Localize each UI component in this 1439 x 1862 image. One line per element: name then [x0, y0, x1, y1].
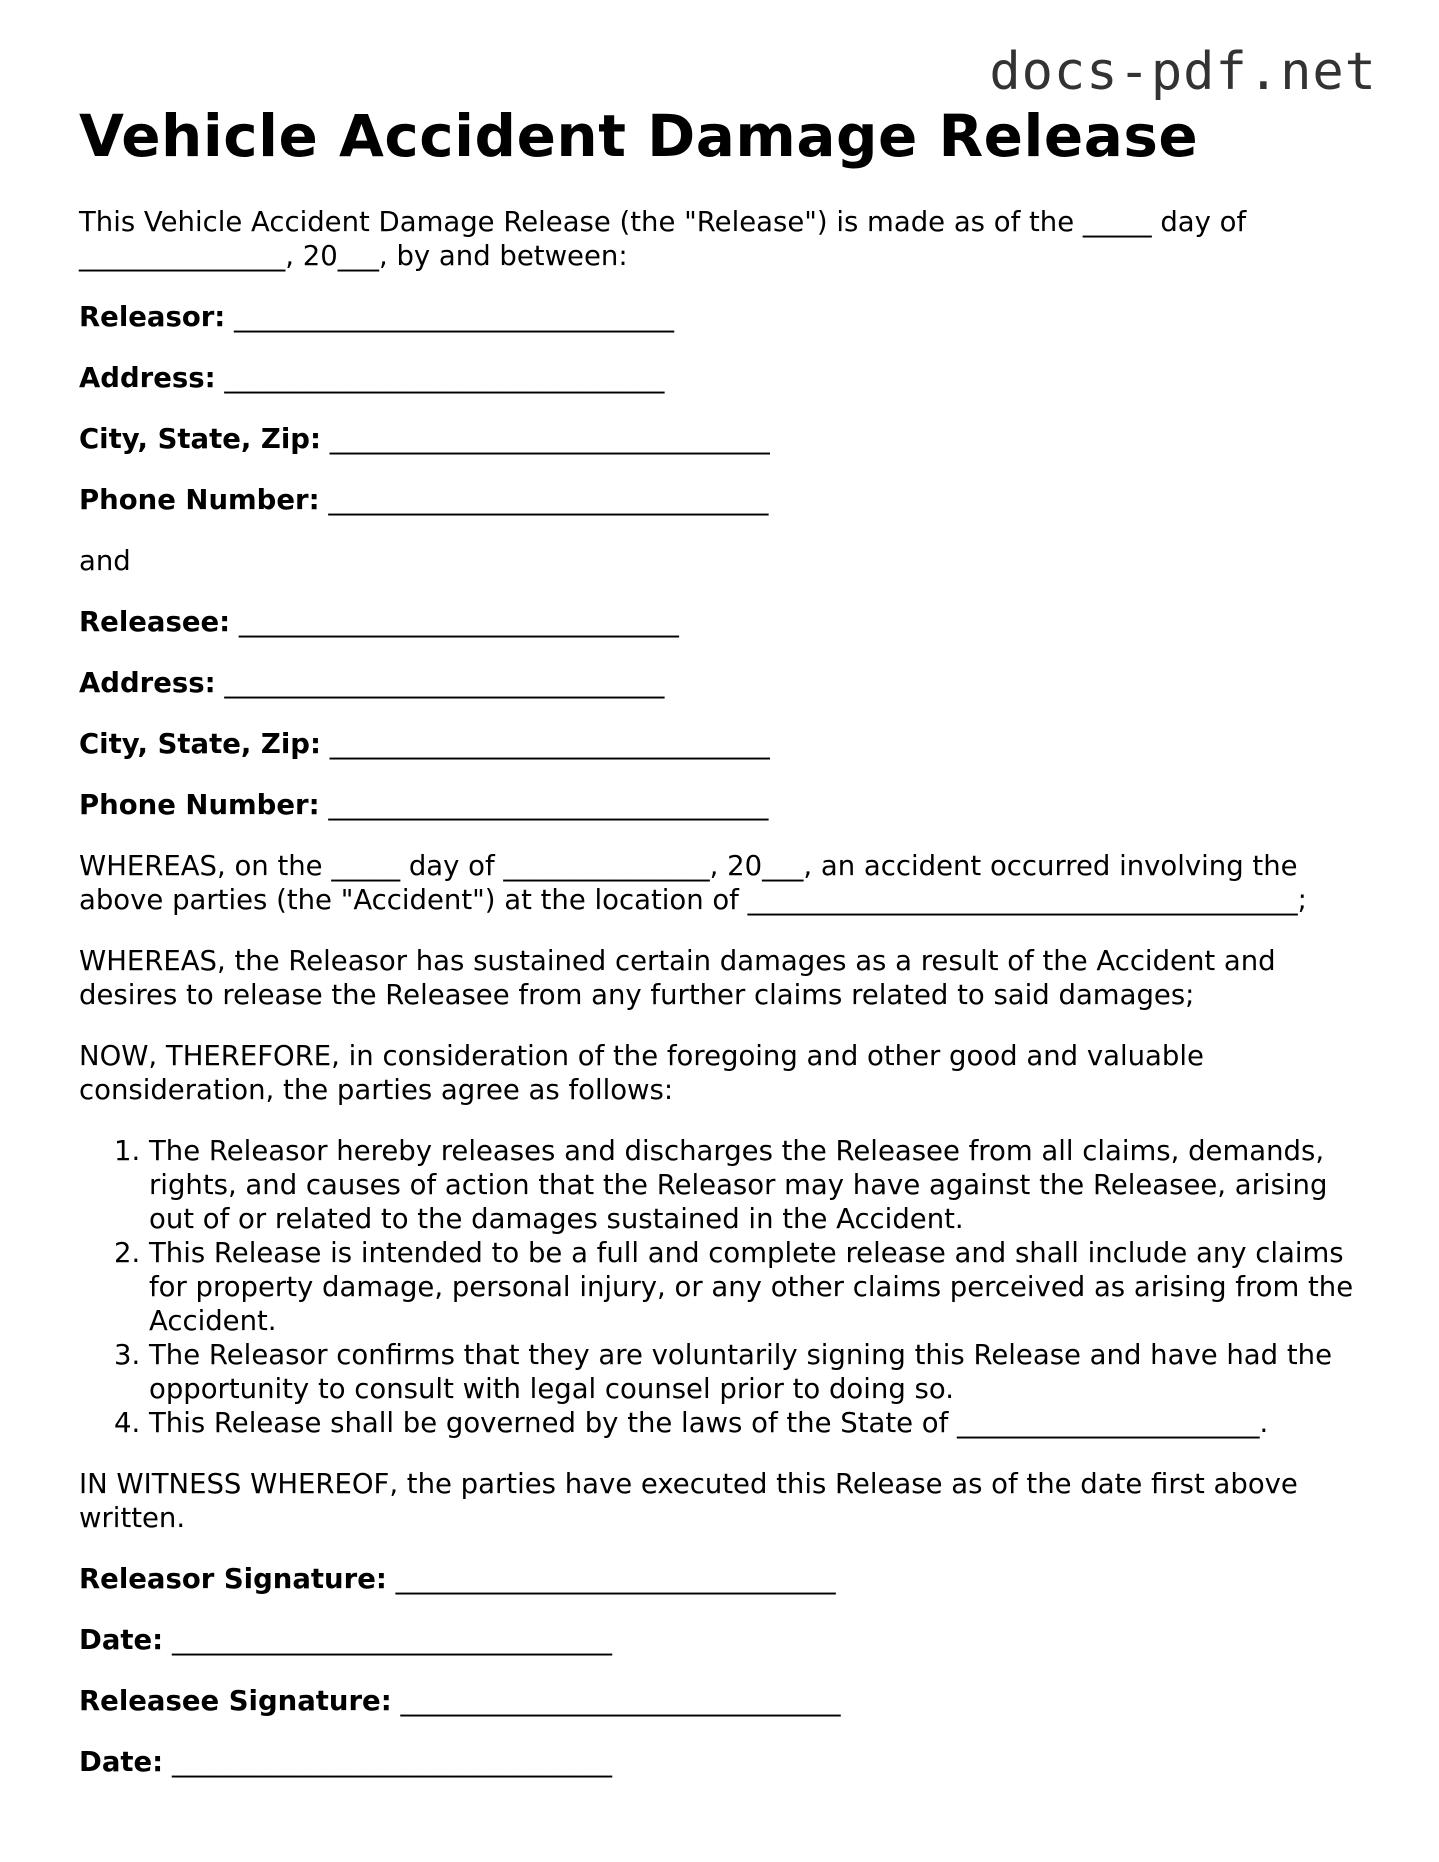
- field-label: Date:: [79, 1746, 164, 1778]
- witness-paragraph: IN WITNESS WHEREOF, the parties have executed this Release as of the date first above written.: [79, 1468, 1298, 1534]
- releasor-city-state-zip-field: [79, 422, 1369, 456]
- releasee-name-field: [79, 605, 1369, 639]
- watermark: docs-pdf.net: [989, 42, 1377, 102]
- now-therefore-paragraph: NOW, THEREFORE, in consideration of the foregoing and other good and valuable consideration, the parties agree as follows:: [79, 1040, 1204, 1106]
- field-label: Date:: [79, 1624, 164, 1656]
- field-label: Releasee Signature:: [79, 1685, 392, 1717]
- field-label: City, State, Zip:: [79, 728, 321, 760]
- whereas-damages-paragraph: WHEREAS, the Releasor has sustained certain damages as a result of the Accident and desires to release the Releasee from any further claims related to said damages;: [79, 945, 1276, 1011]
- blank-line: ________________________________: [328, 484, 769, 516]
- field-label: Releasor Signature:: [79, 1563, 387, 1595]
- blank-line: ________________________________: [224, 362, 665, 394]
- and-text: and: [79, 545, 131, 577]
- releasor-signature-field: [79, 1562, 1369, 1596]
- term-item: 2. This Release is intended to be a full and complete release and shall include any claims for property damage, personal injury, or any other claims perceived as arising from the Accident.: [149, 1236, 1369, 1338]
- releasee-date-field: [79, 1745, 1369, 1779]
- document-page: [79, 100, 1369, 1779]
- terms-list: [79, 1134, 1369, 1440]
- field-label: Releasee:: [79, 606, 231, 638]
- field-label: Releasor:: [79, 301, 226, 333]
- blank-line: ________________________________: [395, 1563, 836, 1595]
- releasor-address-field: [79, 361, 1369, 395]
- releasor-name-field: [79, 300, 1369, 334]
- blank-line: ________________________________: [329, 728, 770, 760]
- field-label: Phone Number:: [79, 789, 320, 821]
- term-item: 3. The Releasor confirms that they are voluntarily signing this Release and have had the opportunity to consult with legal counsel prior to doing so.: [149, 1338, 1369, 1406]
- field-label: Address:: [79, 362, 216, 394]
- blank-line: ________________________________: [328, 789, 769, 821]
- term-item: 1. The Releasor hereby releases and discharges the Releasee from all claims, demands, rights, and causes of action that the Releasor may have against the Releasee, arising out of or related to the damages sustained in the Accident.: [149, 1134, 1369, 1236]
- blank-line: ________________________________: [400, 1685, 841, 1717]
- field-label: City, State, Zip:: [79, 423, 321, 455]
- releasee-city-state-zip-field: [79, 727, 1369, 761]
- blank-line: ________________________________: [171, 1746, 612, 1778]
- intro-paragraph: This Vehicle Accident Damage Release (the "Release") is made as of the _____ day of _______________, 20___, by and between:: [79, 206, 1247, 272]
- blank-line: ________________________________: [329, 423, 770, 455]
- blank-line: ________________________________: [171, 1624, 612, 1656]
- releasor-phone-field: [79, 483, 1369, 517]
- releasee-address-field: [79, 666, 1369, 700]
- document-title: Vehicle Accident Damage Release: [79, 102, 1199, 170]
- field-label: Phone Number:: [79, 484, 320, 516]
- blank-line: ________________________________: [234, 301, 675, 333]
- blank-line: ________________________________: [224, 667, 665, 699]
- releasee-signature-field: [79, 1684, 1369, 1718]
- blank-line: ________________________________: [238, 606, 679, 638]
- field-label: Address:: [79, 667, 216, 699]
- releasor-date-field: [79, 1623, 1369, 1657]
- term-item: 4. This Release shall be governed by the laws of the State of ______________________.: [149, 1406, 1369, 1440]
- whereas-accident-paragraph: WHEREAS, on the _____ day of _______________, 20___, an accident occurred involving the above parties (the "Accident") at the location of ________________________________________;: [79, 850, 1307, 916]
- releasee-phone-field: [79, 788, 1369, 822]
